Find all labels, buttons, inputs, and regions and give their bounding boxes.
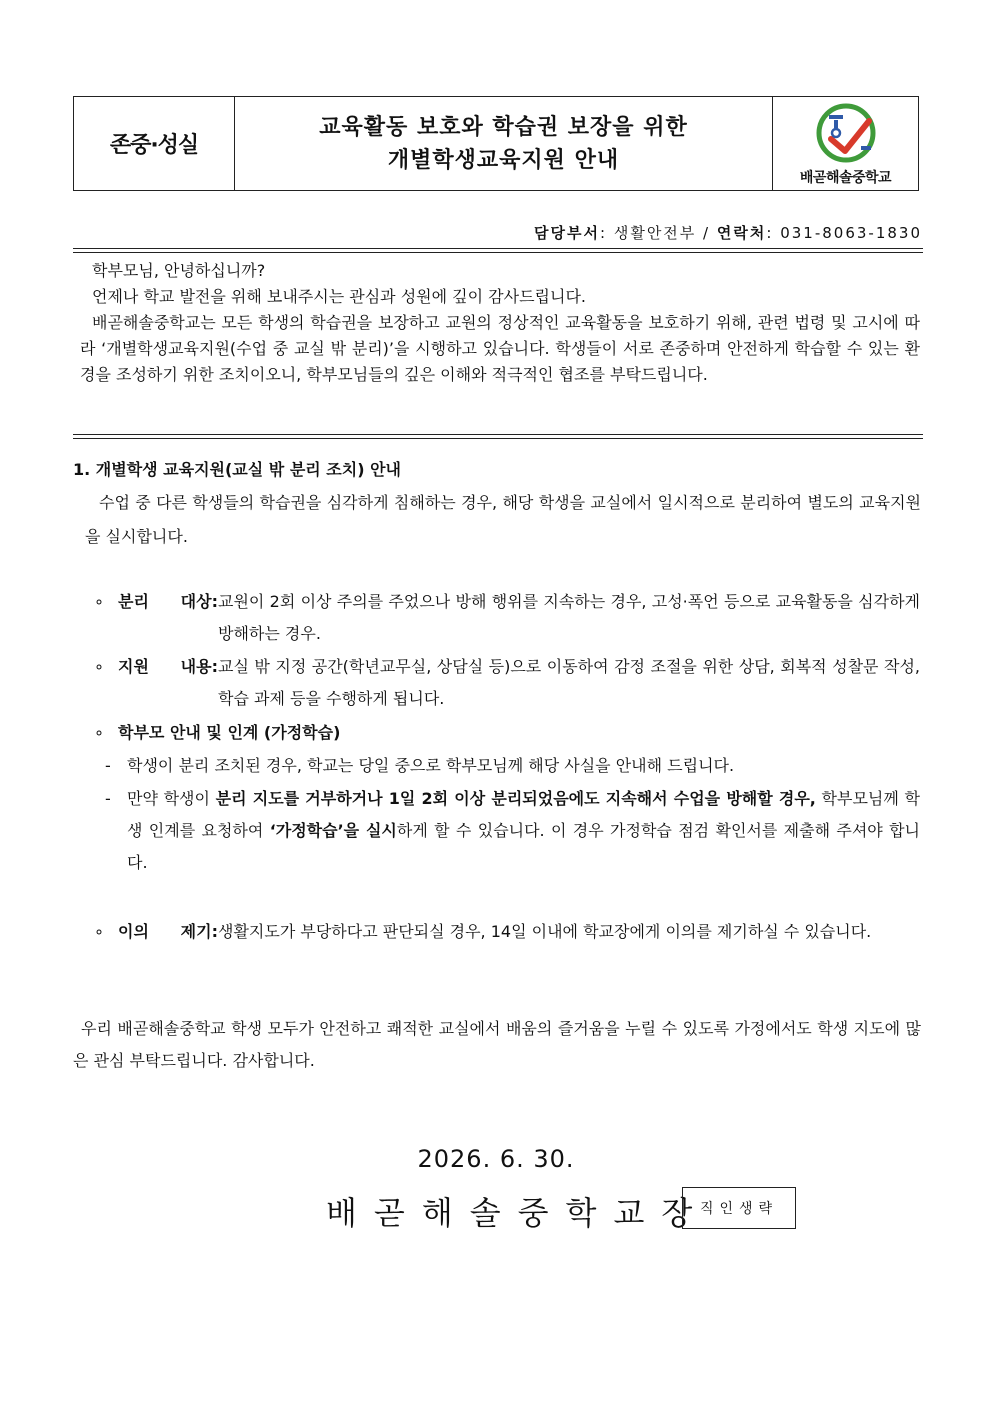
school-logo [773,97,918,190]
bullet: ∘ [93,592,104,611]
bullet: ∘ [93,723,104,742]
principal-signature: 배곧해솔중학교장 [326,1194,710,1232]
parent-sub-1-text: 학생이 분리 조치된 경우, 학교는 당일 중으로 학부모님께 해당 사실을 안내해 드립니다. [127,756,735,775]
intro-block [80,258,920,388]
objection-label: 이의 제기: [118,922,218,941]
document-title [235,97,773,190]
parent-title: 학부모 안내 및 인계 (가정학습) [118,723,341,742]
item-support [80,651,920,715]
document-date: 2026. 6. 30. [417,1145,575,1173]
item-parent [80,717,920,749]
title-line-1: 교육활동 보호와 학습권 보장을 위한 [319,114,688,140]
dept-value: : 생활안전부 / [600,224,717,242]
section-1-body: 수업 중 다른 학생들의 학습권을 심각하게 침해하는 경우, 해당 학생을 교실에서 일시적으로 분리하여 별도의 교육지원을 실시합니다. [85,493,921,546]
phone-value: : 031-8063-1830 [766,224,922,242]
parent-sub-2: - 만약 학생이 분리 지도를 거부하거나 1일 2회 이상 분리되었음에도 지속해서 수업을 방해할 경우, 학부모님께 학생 인계를 요청하여 ‘가정학습’을 실시하게 할 수 있습니다. 이 경우 가정학습 점검 확인서를 제출해 주셔야 합니다. [105,783,920,879]
divider-bottom-1 [73,434,923,435]
section-1 [73,454,921,554]
support-text: 교실 밖 지정 공간(학년교무실, 상담실 등)으로 이동하여 감정 조절을 위한 상담, 회복적 성찰문 작성, 학습 과제 등을 수행하게 됩니다. [218,657,920,708]
section-1-title: 1. 개별학생 교육지원(교실 밖 분리 조치) 안내 [73,460,402,479]
greeting: 학부모님, 안녕하십니까? [92,261,266,280]
dept-label: 담당부서 [534,224,601,242]
divider-top-1 [73,248,923,249]
contact-info [534,222,922,243]
divider-bottom-2 [73,438,923,439]
header-table [73,96,919,191]
item-target [80,586,920,650]
logo-school-name: 배곧해솔중학교 [799,169,892,186]
school-emblem-icon [811,101,881,165]
thanks-line: 언제나 학교 발전을 위해 보내주시는 관심과 성원에 깊이 감사드립니다. [92,287,586,306]
divider-top-2 [73,252,923,253]
parent-sub-1: - 학생이 분리 조치된 경우, 학교는 당일 중으로 학부모님께 해당 사실을 안내해 드립니다. [105,750,920,782]
target-label: 분리 대상: [118,592,218,611]
title-line-2: 개별학생교육지원 안내 [387,147,620,173]
closing-paragraph: 우리 배곧해솔중학교 학생 모두가 안전하고 쾌적한 교실에서 배움의 즐거움을 누릴 수 있도록 가정에서도 학생 지도에 많은 관심 부탁드립니다. 감사합니다. [73,1019,921,1070]
parent-sub-2-text: 만약 학생이 분리 지도를 거부하거나 1일 2회 이상 분리되었음에도 지속해서 수업을 방해할 경우, 학부모님께 학생 인계를 요청하여 ‘가정학습’을 실시하게 할 수 있습니다. 이 경우 가정학습 점검 확인서를 제출해 주셔야 합니다. [127,789,920,872]
item-objection [80,916,920,948]
school-motto: 존중·성실 [74,97,235,190]
objection-text: 생활지도가 부당하다고 판단되실 경우, 14일 이내에 학교장에게 이의를 제기하실 수 있습니다. [218,922,872,941]
target-text: 교원이 2회 이상 주의를 주었으나 방해 행위를 지속하는 경우, 고성·폭언 등으로 교육활동을 심각하게 방해하는 경우. [218,592,920,643]
intro-body: 배곧해솔중학교는 모든 학생의 학습권을 보장하고 교원의 정상적인 교육활동을 보호하기 위해, 관련 법령 및 고시에 따라 ‘개별학생교육지원(수업 중 교실 밖 분리)’을 시행하고 있습니다. 학생들이 서로 존중하며 안전하게 학습할 수 있는 환경을 조성하기 위한 조치이오니, 학부모님들의 깊은 이해와 적극적인 협조를 부탁드립니다. [80,313,920,384]
bullet: ∘ [93,922,104,941]
bullet: ∘ [93,657,104,676]
phone-label: 연락처 [716,224,767,242]
seal-omitted-box: 직인생략 [682,1187,796,1229]
support-label: 지원 내용: [118,657,218,676]
